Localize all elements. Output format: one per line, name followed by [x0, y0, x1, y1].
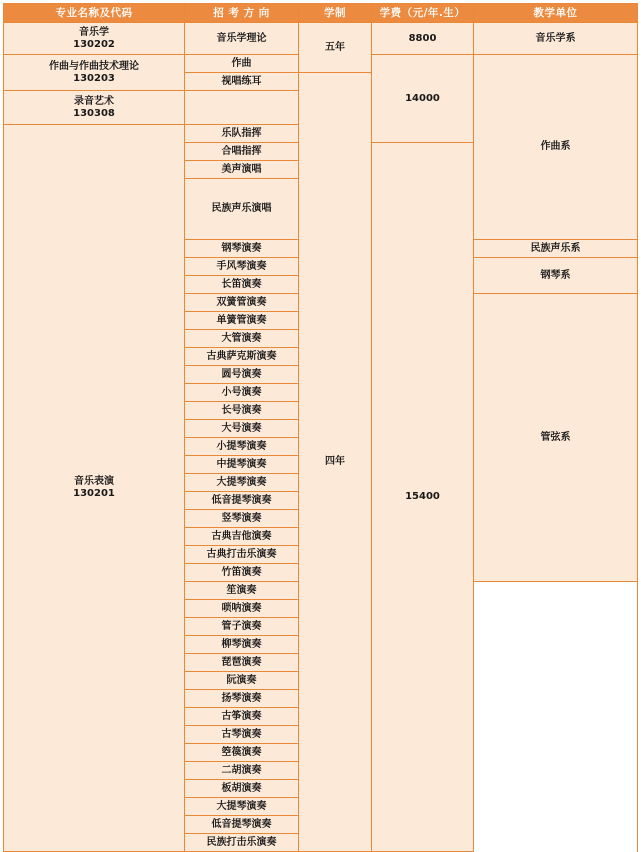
direction-cell: 柳琴演奏	[185, 636, 299, 654]
direction-cell: 古筝演奏	[185, 708, 299, 726]
major-name: 作曲与作曲技术理论	[49, 60, 139, 72]
direction-cell: 视唱练耳	[185, 73, 299, 91]
major-code: 130202	[73, 38, 115, 50]
fee-cell: 14000	[372, 55, 474, 143]
direction-cell: 中提琴演奏	[185, 456, 299, 474]
header-row	[4, 4, 638, 23]
unit-cell: 作曲系	[474, 55, 638, 240]
direction-cell: 扬琴演奏	[185, 690, 299, 708]
direction-cell: 长笛演奏	[185, 276, 299, 294]
direction-cell: 民族打击乐演奏	[185, 834, 299, 852]
direction-cell: 合唱指挥	[185, 143, 299, 161]
direction-cell: 民族声乐演唱	[185, 179, 299, 240]
direction-cell: 乐队指挥	[185, 125, 299, 143]
major-name: 录音艺术	[74, 95, 114, 107]
major-name: 音乐学	[79, 26, 109, 38]
direction-cell: 低音提琴演奏	[185, 816, 299, 834]
direction-cell: 单簧管演奏	[185, 312, 299, 330]
direction-cell: 古典萨克斯演奏	[185, 348, 299, 366]
table-row	[4, 23, 638, 55]
direction-cell: 美声演唱	[185, 161, 299, 179]
direction-cell: 双簧管演奏	[185, 294, 299, 312]
direction-cell: 大管演奏	[185, 330, 299, 348]
direction-cell: 圆号演奏	[185, 366, 299, 384]
direction-cell: 小号演奏	[185, 384, 299, 402]
direction-cell: 手风琴演奏	[185, 258, 299, 276]
direction-cell: 大提琴演奏	[185, 798, 299, 816]
fee-cell: 8800	[372, 23, 474, 55]
major-code: 130308	[73, 107, 115, 119]
direction-cell: 古典吉他演奏	[185, 528, 299, 546]
direction-cell: 古典打击乐演奏	[185, 546, 299, 564]
header-major: 专业名称及代码	[4, 4, 185, 23]
major-code: 130201	[73, 488, 115, 499]
major-cell	[4, 125, 185, 852]
direction-cell: 大提琴演奏	[185, 474, 299, 492]
major-cell	[4, 91, 185, 125]
direction-cell: 竖琴演奏	[185, 510, 299, 528]
admissions-table	[3, 3, 638, 852]
direction-cell	[185, 91, 299, 125]
major-cell	[4, 55, 185, 91]
direction-cell: 箜篌演奏	[185, 744, 299, 762]
unit-cell: 钢琴系	[474, 258, 638, 294]
direction-cell: 管子演奏	[185, 618, 299, 636]
direction-cell: 阮演奏	[185, 672, 299, 690]
unit-cell: 民族声乐系	[474, 240, 638, 258]
direction-cell: 板胡演奏	[185, 780, 299, 798]
direction-cell: 低音提琴演奏	[185, 492, 299, 510]
unit-cell: 管弦系	[474, 294, 638, 582]
direction-cell: 钢琴演奏	[185, 240, 299, 258]
fee-cell: 15400	[372, 143, 474, 852]
header-unit: 教学单位	[474, 4, 638, 23]
direction-cell: 笙演奏	[185, 582, 299, 600]
major-code: 130203	[73, 72, 115, 84]
direction-cell: 大号演奏	[185, 420, 299, 438]
direction-cell: 长号演奏	[185, 402, 299, 420]
direction-cell: 二胡演奏	[185, 762, 299, 780]
direction-cell: 琵琶演奏	[185, 654, 299, 672]
direction-cell: 古琴演奏	[185, 726, 299, 744]
duration-cell: 四年	[299, 73, 372, 852]
duration-cell: 五年	[299, 23, 372, 73]
header-duration: 学制	[299, 4, 372, 23]
direction-cell: 竹笛演奏	[185, 564, 299, 582]
unit-cell: 音乐学系	[474, 23, 638, 55]
direction-cell: 作曲	[185, 55, 299, 73]
header-direction: 招 考 方 向	[185, 4, 299, 23]
major-cell	[4, 23, 185, 55]
direction-cell: 唢呐演奏	[185, 600, 299, 618]
header-fee: 学费（元/年.生）	[372, 4, 474, 23]
direction-cell: 小提琴演奏	[185, 438, 299, 456]
major-name: 音乐表演	[74, 476, 114, 487]
direction-cell: 音乐学理论	[185, 23, 299, 55]
